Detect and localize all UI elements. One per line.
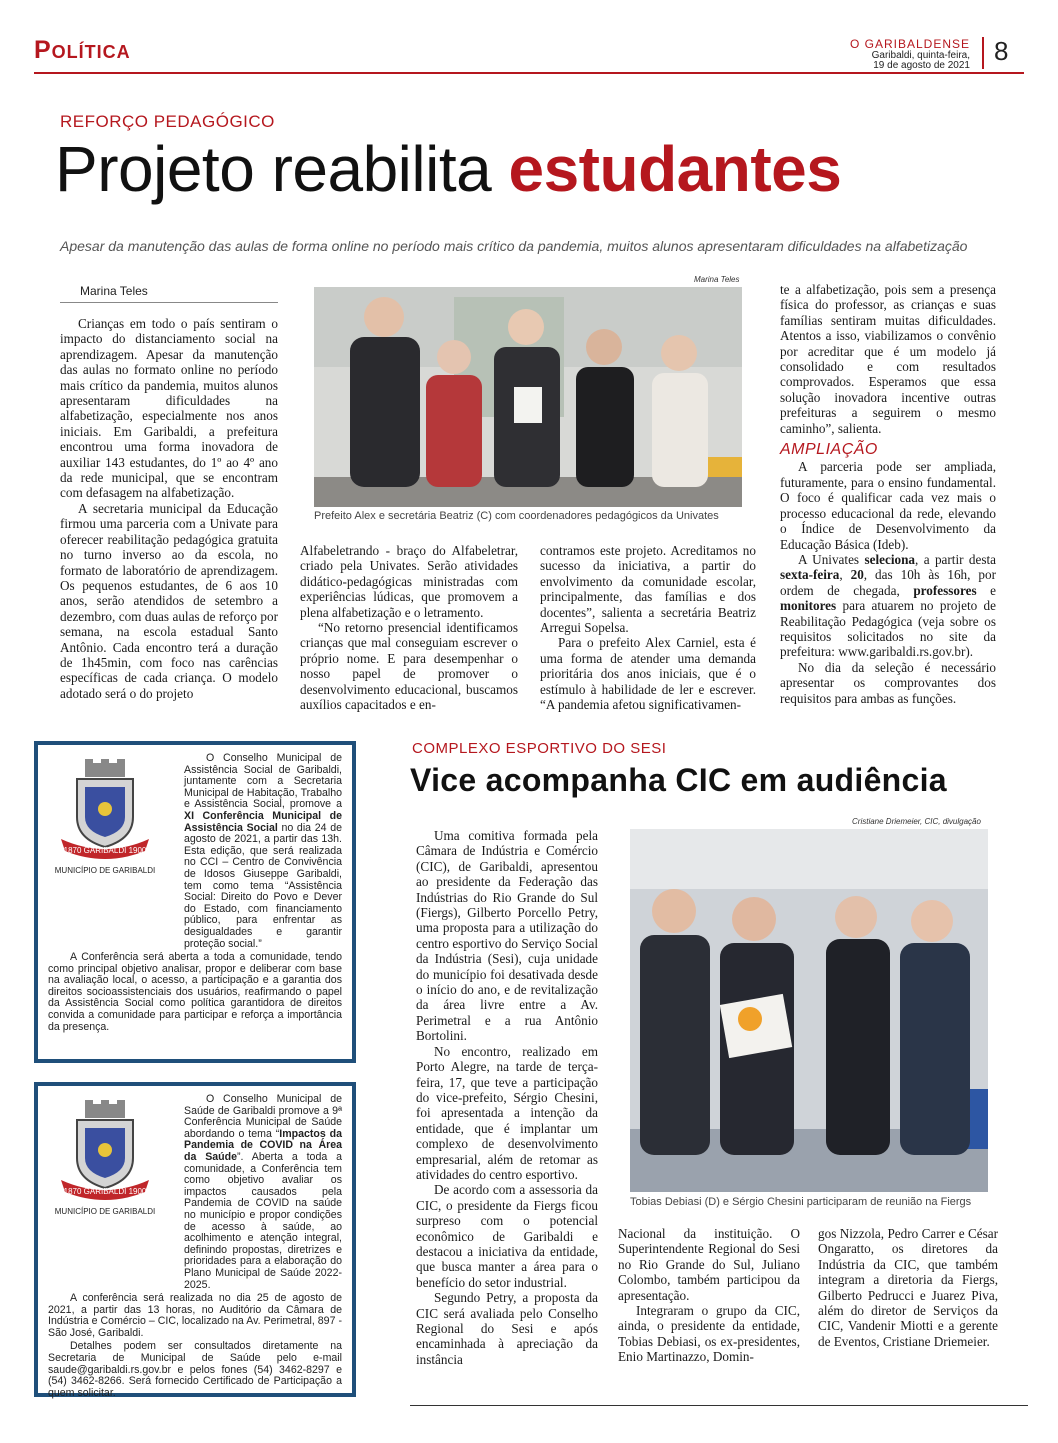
municipal-crest — [50, 1100, 160, 1217]
paragraph: A Conferência será aberta a toda a comunidade, tendo como principal objetivo analisar, propor e deliberar com base na avaliação local, o acesso, a participação e a garantia dos direitos socioassistenciais dos usuários, reafirmando o papel da Assistência Social como política garantidora de direitos convida a comunidade para participar e reforça a importância da presença. — [48, 951, 342, 1033]
crest-icon — [55, 759, 155, 859]
masthead — [850, 38, 970, 72]
paragraph: Segundo Petry, a proposta da CIC será avaliada pelo Conselho Regional do Sesi e após encaminhada à apreciação da instância — [416, 1290, 598, 1367]
byline-rule — [60, 302, 278, 303]
photo-group-meeting — [314, 287, 742, 507]
ad2-text-2 — [48, 1293, 342, 1399]
story2-column-a — [416, 828, 598, 1367]
photo1-credit: Marina Teles — [694, 275, 740, 284]
paragraph: Crianças em todo o país sentiram o impacto do distanciamento social na aprendizagem. Apesar da manutenção das aulas no formato online no período mais crítico da pandemia, muitos alunos apresentaram dificuldades na alfabetização, especialmente nos anos iniciais. Em Garibaldi, a prefeitura encontrou uma forma inovadora de auxiliar 143 estudantes, do 1º ao 4º ano da rede municipal, que se encontram com defasagem na alfabetização. — [60, 316, 278, 501]
paragraph: No encontro, realizado em Porto Alegre, na tarde de terça-feira, 17, que teve a participação do vice-prefeito, Sérgio Chesini, foi apresentada a intenção da entidade, que é implantar um complexo de desenvolvimento empresarial, além de retomar as atividades do centro esportivo. — [416, 1043, 598, 1182]
paragraph: te a alfabetização, pois sem a presença física do professor, as crianças e suas famílias sentiram muitas dificuldades. Atentos a isso, viabilizamos o convênio por acreditar que é um modelo já consolidado e com resultados comprovados. Esperamos que essa solução inovadora incentive outras prefeituras a seguirem o mesmo caminho”, salienta. — [780, 282, 996, 436]
story1-column-1 — [60, 316, 278, 701]
paragraph: Integraram o grupo da CIC, ainda, o presidente da entidade, Tobias Debiasi, os ex-presidentes, Enio Martinazzo, Domin- — [618, 1303, 800, 1365]
svg-text:1870 GARIBALDI 1900: 1870 GARIBALDI 1900 — [63, 846, 147, 855]
paragraph: Para o prefeito Alex Carniel, esta é uma forma de atender uma demanda prioritária dos anos iniciais, que é o estímulo à habilidade de ler e escrever. “A pandemia afetou significativamen- — [540, 635, 756, 713]
paragraph: contramos este projeto. Acreditamos no sucesso da iniciativa, a partir do envolvimento da comunidade escolar, principalmente, das famílias e dos docentes”, salienta a secretária Beatriz Arregui Sopelsa. — [540, 543, 756, 636]
page-number: 8 — [994, 36, 1009, 66]
headline-plain: Projeto reabilita — [55, 133, 492, 205]
paragraph: Detalhes podem ser consultados diretamente na Secretaria de Municipal de Saúde pelo e-mail saude@garibaldi.rs.gov.br e pelos fones (54) 3462-8297 e (54) 3462-8266. Será fornecido Certificado de Participação a quem solicitar. — [48, 1340, 342, 1399]
story1-headline — [55, 132, 841, 206]
paragraph: A secretaria municipal da Educação firmou uma parceria com a Univate para oferecer reabilitação pedagógica gratuita no turno inverso ao da escola, no formato de laboratório de aprendizagem. Os pequenos estudantes, de 6 aos 10 anos, serão atendidos de setembro a dezembro, com duas aulas de reforço por semana, na escola estadual Santo Antônio. Cada encontro terá a duração de 1h45min, com foco nas carências específicas de cada criança. O modelo adotado será o do projeto — [60, 500, 278, 701]
paragraph: De acordo com a assessoria da CIC, o presidente da Fiergs ficou surpreso com o potencial econômico de Garibaldi e destacou a iniciativa da entidade, que busca manter a área para o benefício do setor industrial. — [416, 1182, 598, 1290]
paragraph: gos Nizzola, Pedro Carrer e César Ongaratto, os diretores da Indústria da CIC, que também integram a diretoria da Fiergs, Gilberto Pedrucci e Juarez Piva, além do diretor de Serviços da CIC, Vandenir Miotti e a gerente de Eventos, Cristiane Driemeier. — [818, 1226, 998, 1349]
paragraph: “No retorno presencial identificamos crianças que mal conseguiam escrever o próprio nome. E para desempenhar o nosso papel de promover o desenvolvimento educacional, buscamos auxílios capacitados e en- — [300, 620, 518, 713]
date-line-1: Garibaldi, quinta-feira, — [871, 49, 970, 61]
headline-red: estudantes — [508, 133, 842, 205]
svg-text:1870 GARIBALDI 1900: 1870 GARIBALDI 1900 — [63, 1187, 147, 1196]
story1-column-4 — [780, 282, 996, 706]
paragraph: No dia da seleção é necessário apresentar os comprovantes dos requisitos para ambas as funções. — [780, 659, 996, 706]
paper-name: O GARIBALDENSE — [849, 37, 970, 51]
photo2-credit: Cristiane Driemeier, CIC, divulgação — [852, 817, 981, 826]
story1-column-2 — [300, 543, 518, 712]
subsection-heading: AMPLIAÇÃO — [780, 441, 878, 459]
story1-subhead: Apesar da manutenção das aulas de forma online no período mais crítico da pandemia, muitos alunos apresentaram dificuldades na alfabetização — [60, 238, 968, 254]
crest-icon — [55, 1100, 155, 1200]
paragraph: O Conselho Municipal de Saúde de Garibaldi promove a 9ª Conferência Municipal de Saúde abordando o tema “Impactos da Pandemia de COVID na Área da Saúde”. Aberta a toda a comunidade, a Conferência tem como objetivo avaliar os impactos causados pela Pandemia de COVID na saúde no município e propor condições de acesso à saúde, ao acolhimento e atenção integral, definindo propostas, diretrizes e prioridades para a elaboração do Plano Municipal de Saúde 2022-2025. — [184, 1093, 342, 1291]
story2-column-c — [818, 1226, 998, 1349]
date-line-2: 19 de agosto de 2021 — [873, 60, 970, 72]
paragraph: Nacional da instituição. O Superintendente Regional do Sesi no Rio Grande do Sul, Juliano Colombo, também participou da apresentação. — [618, 1226, 800, 1303]
story2-headline: Vice acompanha CIC em audiência — [410, 762, 947, 798]
story2-column-b — [618, 1226, 800, 1365]
paragraph: A conferência será realizada no dia 25 de agosto de 2021, a partir das 13 horas, no Auditório da Câmara de Indústria e Comércio – CIC, localizado na Av. Perimetral, 897 - São José, Garibaldi. — [48, 1292, 342, 1339]
paragraph: O Conselho Municipal de Assistência Social de Garibaldi, juntamente com a Secretaria Municipal de Habitação, Trabalho e Assistência Social, promove a XI Conferência Municipal de Assistência Social no dia 24 de agosto de 2021, a partir das 13h. Esta edição, que será realizada no CCI – Centro de Convivência de Idosos Giuseppe Garibaldi, tem como tema “Assistência Social: Direito do Povo e Dever do Estado, com financiamento público, para enfrentar as desigualdades e garantir proteção social.” — [184, 752, 342, 950]
paragraph: Alfabeletrando - braço do Alfabeletrar, criado pela Univates. Serão atividades didático-pedagógicas ministradas com experiências lúdicas, que promovem a plena alfabetização e o letramento. — [300, 543, 518, 620]
story1-kicker: REFORÇO PEDAGÓGICO — [60, 112, 275, 131]
bottom-rule — [410, 1405, 1028, 1406]
story1-column-3 — [540, 543, 756, 712]
ad-assistencia-social — [34, 741, 356, 1063]
photo2-caption: Tobias Debiasi (D) e Sérgio Chesini participaram de reunião na Fiergs — [630, 1196, 972, 1208]
crest-label: MUNICÍPIO DE GARIBALDI — [54, 1206, 156, 1216]
section-rule — [34, 72, 1024, 74]
paragraph: Uma comitiva formada pela Câmara de Indústria e Comércio (CIC), de Garibaldi, apresentou ao presidente da Federação das Indústrias do Rio Grande do Sul (Fiergs), Gilberto Porcello Petry, uma proposta para a utilização do centro esportivo do Serviço Social da Indústria (Sesi), cuja unidade do município foi desativada desde o início do ano, e de revitalização da área livre entre a Av. Perimetral e a rua Antônio Bortolini. — [416, 828, 598, 1044]
municipal-crest — [50, 759, 160, 876]
byline: Marina Teles — [80, 284, 148, 298]
paragraph: A parceria pode ser ampliada, futuramente, para o ensino fundamental. O foco é qualificar cada vez mais o processo educacional da rede, elevando o Índice de Desenvolvimento da Educação Básica (Ideb). — [780, 459, 996, 552]
ad-conferencia-saude — [34, 1082, 356, 1397]
photo1-caption: Prefeito Alex e secretária Beatriz (C) com coordenadores pedagógicos da Univates — [314, 510, 719, 522]
section-title: Política — [34, 36, 131, 64]
ad1-text-2 — [48, 952, 342, 1033]
page-separator — [982, 37, 984, 69]
story2-kicker: COMPLEXO ESPORTIVO DO SESI — [412, 740, 667, 757]
photo-fiergs-meeting — [630, 829, 988, 1192]
paragraph: A Univates seleciona, a partir desta sexta-feira, 20, das 10h às 16h, por ordem de chegada, professores e monitores para atuarem no projeto de Reabilitação Pedagógica (veja sobre os requisitos solicitados no site da prefeitura: www.garibaldi.rs.gov.br). — [780, 551, 996, 660]
crest-label: MUNICÍPIO DE GARIBALDI — [54, 865, 156, 875]
